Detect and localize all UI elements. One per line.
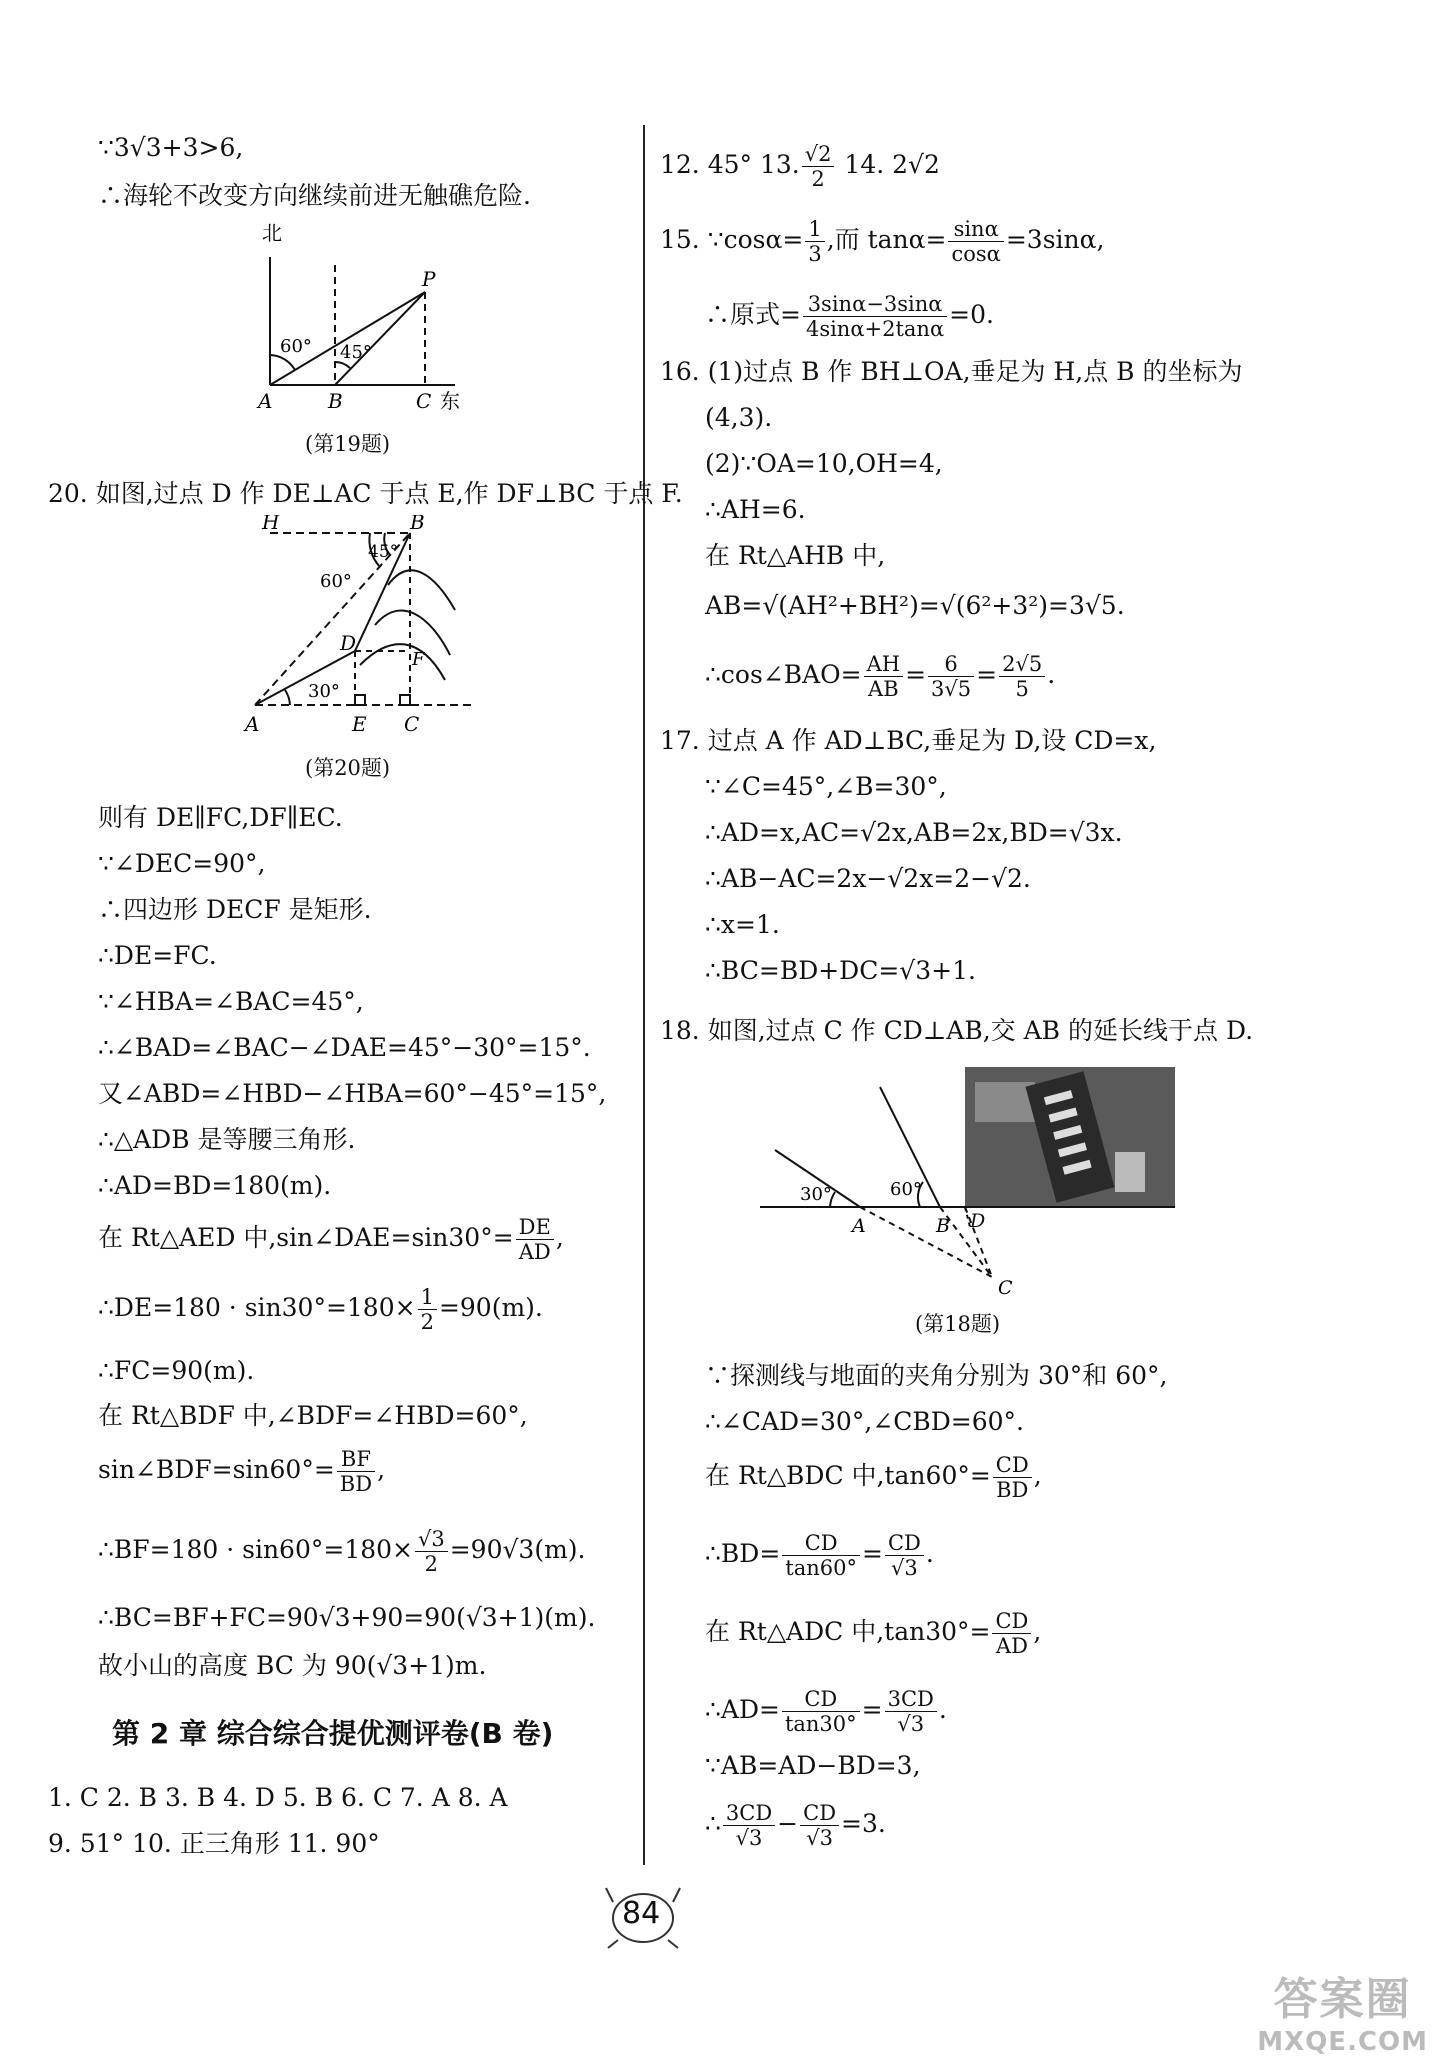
fraction: $\frac{CD}{\tan 30^\circ}$ [782, 1687, 860, 1736]
text-line: 在 Rt△ADC 中,tan30°= $\frac{CD}{AD}$ , [705, 1609, 1042, 1658]
text-line: ∴AD= $\frac{CD}{\tan 30^\circ}$ = $\frac{3CD}{√3}$ . [705, 1687, 947, 1736]
point-label: B [936, 1215, 950, 1237]
point-label: A [852, 1215, 866, 1237]
fraction: $\frac{3CD}{√3}$ [885, 1687, 937, 1736]
section-heading: 第 2 章 综合综合提优测评卷(B 卷) [112, 1717, 554, 1750]
point-label: B [328, 389, 343, 413]
page-number: 84 [598, 1880, 688, 1950]
text-line: ∴ $\frac{3CD}{√3}$ − $\frac{CD}{√3}$ =3. [705, 1801, 886, 1850]
text-line: 15. ∵cosα= $\frac{1}{3}$ ,而 tanα= $\frac{\sin\alpha}{\cos\alpha}$ =3sinα, [660, 217, 1105, 266]
figure-caption: (第18题) [915, 1312, 1001, 1336]
text-line: ∴DE=FC. [98, 941, 217, 970]
fraction: $\frac{3CD}{√3}$ [723, 1801, 775, 1850]
text-line: ∴FC=90(m). [98, 1356, 255, 1385]
text-line: ∴AD=x,AC=√2x,AB=2x,BD=√3x. [705, 818, 1123, 847]
text-line: ∵∠C=45°,∠B=30°, [705, 772, 947, 801]
text-line: 在 Rt△AED 中,sin∠DAE=sin30°= $\frac{DE}{AD}$ , [98, 1215, 564, 1264]
text-line: 又∠ABD=∠HBD−∠HBA=60°−45°=15°, [98, 1079, 607, 1108]
fraction: $\frac{BF}{BD}$ [337, 1447, 375, 1496]
fraction: $\frac{√3}{2}$ [415, 1527, 448, 1576]
angle-label: 60° [280, 336, 312, 357]
text-line: 17. 过点 A 作 AD⊥BC,垂足为 D,设 CD=x, [660, 726, 1157, 755]
angle-label: 45° [368, 542, 399, 562]
text-line: 在 Rt△BDF 中,∠BDF=∠HBD=60°, [98, 1401, 528, 1430]
question-20: 20. 如图,过点 D 作 DE⊥AC 于点 E,作 DF⊥BC 于点 F. [48, 479, 683, 508]
text-line: ∵∠HBA=∠BAC=45°, [98, 987, 364, 1016]
text-line: ∴原式= $\frac{3\sin\alpha-3\sin\alpha}{4\sin\alpha+2\tan\alpha}$ =0. [705, 292, 994, 341]
point-label: B [410, 515, 425, 534]
text-line: 则有 DE∥FC,DF∥EC. [98, 803, 343, 832]
figure-caption: (第19题) [305, 432, 391, 456]
text-line: ∴∠CAD=30°,∠CBD=60°. [705, 1407, 1024, 1436]
point-label: C [998, 1277, 1013, 1299]
fraction: $\frac{\sin\alpha}{\cos\alpha}$ [948, 217, 1003, 266]
angle-label: 45° [340, 342, 372, 363]
north-label: 北 [262, 222, 282, 245]
east-label: 东 [440, 389, 460, 413]
text-line: 18. 如图,过点 C 作 CD⊥AB,交 AB 的延长线于点 D. [660, 1016, 1254, 1045]
fraction: $\frac{CD}{AD}$ [992, 1609, 1031, 1658]
text-line: 12. 45° 13. $\frac{√2}{2}$ 14. 2√2 [660, 142, 940, 191]
text-line: 在 Rt△BDC 中,tan60°= $\frac{CD}{BD}$ , [705, 1453, 1042, 1502]
text-line: ∴海轮不改变方向继续前进无触礁危险. [98, 181, 531, 210]
fraction: $\frac{1}{2}$ [418, 1285, 437, 1334]
watermark: 答案圈 MXQE.COM [1257, 1974, 1428, 2057]
text-line: ∴BF=180 · sin60°=180× $\frac{√3}{2}$ =90√3(m). [98, 1527, 586, 1576]
point-label: D [970, 1210, 986, 1232]
text-line: ∵3√3+3>6, [98, 133, 244, 162]
fraction: $\frac{CD}{√3}$ [885, 1531, 924, 1580]
fraction: $\frac{3\sin\alpha-3\sin\alpha}{4\sin\alpha+2\tan\alpha}$ [803, 292, 947, 341]
text-line: ∴AD=BD=180(m). [98, 1171, 332, 1200]
text-line: 在 Rt△AHB 中, [705, 541, 886, 570]
point-label: H [262, 515, 280, 534]
figure-20 [240, 515, 485, 745]
figure-caption: (第20题) [305, 756, 391, 780]
text-line: ∵∠DEC=90°, [98, 849, 266, 878]
text-line: 故小山的高度 BC 为 90(√3+1)m. [98, 1651, 487, 1680]
angle-label: 60° [320, 571, 352, 592]
angle-label: 30° [800, 1184, 832, 1205]
text-line: ∴BC=BF+FC=90√3+90=90(√3+1)(m). [98, 1603, 596, 1632]
text-line: sin∠BDF=sin60°= $\frac{BF}{BD}$ , [98, 1447, 386, 1496]
figure-19 [250, 222, 470, 422]
text-line: ∴BC=BD+DC=√3+1. [705, 956, 976, 985]
fraction: $\frac{CD}{√3}$ [800, 1801, 839, 1850]
answer-line: 9. 51° 10. 正三角形 11. 90° [48, 1829, 380, 1858]
fraction: $\frac{2√5}{5}$ [999, 652, 1045, 701]
point-label: C [416, 389, 432, 413]
point-label: A [258, 389, 273, 413]
text-line: ∴x=1. [705, 910, 780, 939]
fraction: $\frac{√2}{2}$ [802, 142, 835, 191]
text-line: ∵探测线与地面的夹角分别为 30°和 60°, [705, 1361, 1168, 1390]
point-label: F [412, 649, 425, 670]
fraction: $\frac{DE}{AD}$ [516, 1215, 554, 1264]
fraction: $\frac{6}{3√5}$ [928, 652, 974, 701]
answer-line: 1. C 2. B 3. B 4. D 5. B 6. C 7. A 8. A [48, 1783, 508, 1812]
text-line: ∴∠BAD=∠BAC−∠DAE=45°−30°=15°. [98, 1033, 591, 1062]
text-line: ∴cos∠BAO= $\frac{AH}{AB}$ = $\frac{6}{3√5}$ = $\frac{2√5}{5}$ . [705, 652, 1056, 701]
text-line: ∴四边形 DECF 是矩形. [98, 895, 372, 924]
text-line: ∴BD= $\frac{CD}{\tan 60^\circ}$ = $\frac{CD}{√3}$ . [705, 1531, 934, 1580]
point-label: P [422, 267, 436, 291]
text-line: AB=√(AH²+BH²)=√(6²+3²)=3√5. [705, 591, 1125, 620]
figure-18 [760, 1062, 1180, 1302]
text-line: ∴AB−AC=2x−√2x=2−√2. [705, 864, 1031, 893]
fraction: $\frac{AH}{AB}$ [864, 652, 903, 701]
angle-label: 30° [308, 681, 340, 702]
point-label: C [404, 712, 420, 736]
angle-label: 60° [890, 1179, 922, 1200]
point-label: E [352, 712, 367, 736]
fraction: $\frac{CD}{BD}$ [993, 1453, 1032, 1502]
point-label: A [245, 712, 260, 736]
column-divider [643, 125, 645, 1865]
text-line: 16. (1)过点 B 作 BH⊥OA,垂足为 H,点 B 的坐标为 [660, 357, 1243, 386]
fraction: $\frac{1}{3}$ [805, 217, 824, 266]
text-line: ∴AH=6. [705, 495, 806, 524]
text-line: (2)∵OA=10,OH=4, [705, 449, 943, 478]
text-line: ∴DE=180 · sin30°=180× $\frac{1}{2}$ =90(m). [98, 1285, 543, 1334]
point-label: D [340, 631, 357, 655]
text-line: (4,3). [705, 403, 773, 432]
text-line: ∵AB=AD−BD=3, [705, 1751, 921, 1780]
text-line: ∴△ADB 是等腰三角形. [98, 1125, 356, 1154]
fraction: $\frac{CD}{\tan 60^\circ}$ [782, 1531, 860, 1580]
